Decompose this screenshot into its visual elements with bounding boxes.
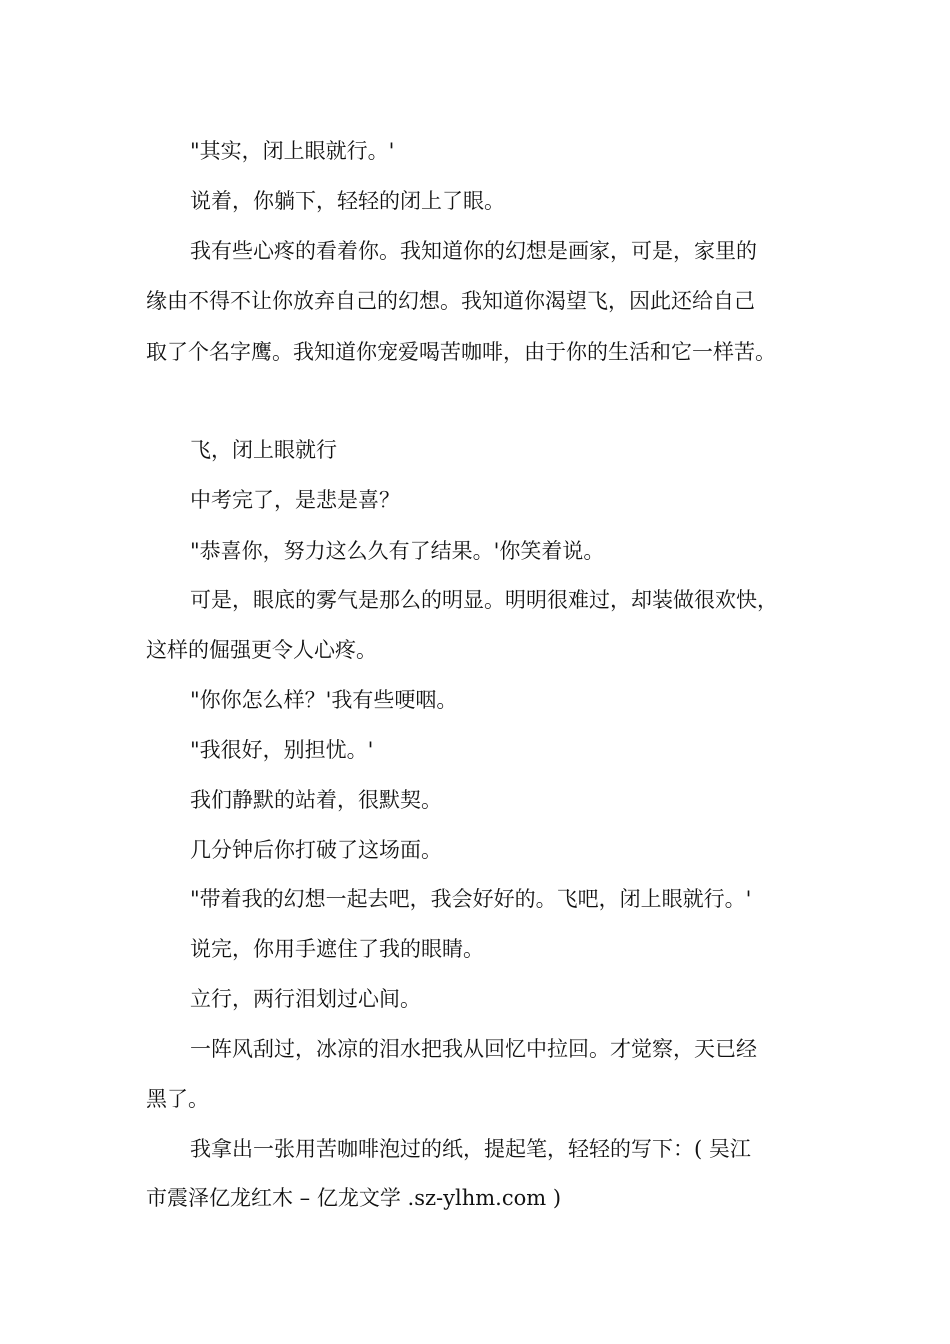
paragraph-line: 可是，眼底的雾气是那么的明显。明明很难过，却装做很欢快，	[190, 588, 778, 612]
paragraph-line: 我拿出一张用苦咖啡泡过的纸，提起笔，轻轻的写下：( 吴江	[190, 1137, 751, 1161]
paragraph-line: 说完，你用手遮住了我的眼睛。	[190, 937, 484, 961]
paragraph-line: 几分钟后你打破了这场面。	[190, 838, 442, 862]
paragraph-line: "我很好，别担忧。'	[190, 738, 374, 762]
paragraph-line: "恭喜你，努力这么久有了结果。'你笑着说。	[190, 539, 605, 563]
paragraph-line: 黑了。	[146, 1087, 209, 1111]
paragraph-line: "你你怎么样？'我有些哽咽。	[190, 688, 458, 712]
paragraph-line: 这样的倔强更令人心疼。	[146, 638, 377, 662]
section-heading: 飞，闭上眼就行	[190, 438, 337, 462]
paragraph-line: "其实，闭上眼就行。'	[190, 139, 395, 163]
paragraph-line: 立行，两行泪划过心间。	[190, 987, 421, 1011]
paragraph-line: 市震泽亿龙红木 – 亿龙文学 .sz-ylhm.com )	[146, 1186, 562, 1210]
paragraph-line: 中考完了，是悲是喜？	[190, 488, 400, 512]
paragraph-line: "带着我的幻想一起去吧，我会好好的。飞吧，闭上眼就行。'	[190, 887, 752, 911]
paragraph-line: 我们静默的站着，很默契。	[190, 788, 442, 812]
paragraph-line: 说着，你躺下，轻轻的闭上了眼。	[190, 189, 505, 213]
paragraph-line: 缘由不得不让你放弃自己的幻想。我知道你渴望飞，因此还给自己	[146, 289, 755, 313]
paragraph-line: 一阵风刮过，冰凉的泪水把我从回忆中拉回。才觉察，天已经	[190, 1037, 757, 1061]
paragraph-line: 我有些心疼的看着你。我知道你的幻想是画家，可是，家里的	[190, 239, 757, 263]
paragraph-line: 取了个名字鹰。我知道你宠爱喝苦咖啡，由于你的生活和它一样苦。	[146, 340, 776, 364]
